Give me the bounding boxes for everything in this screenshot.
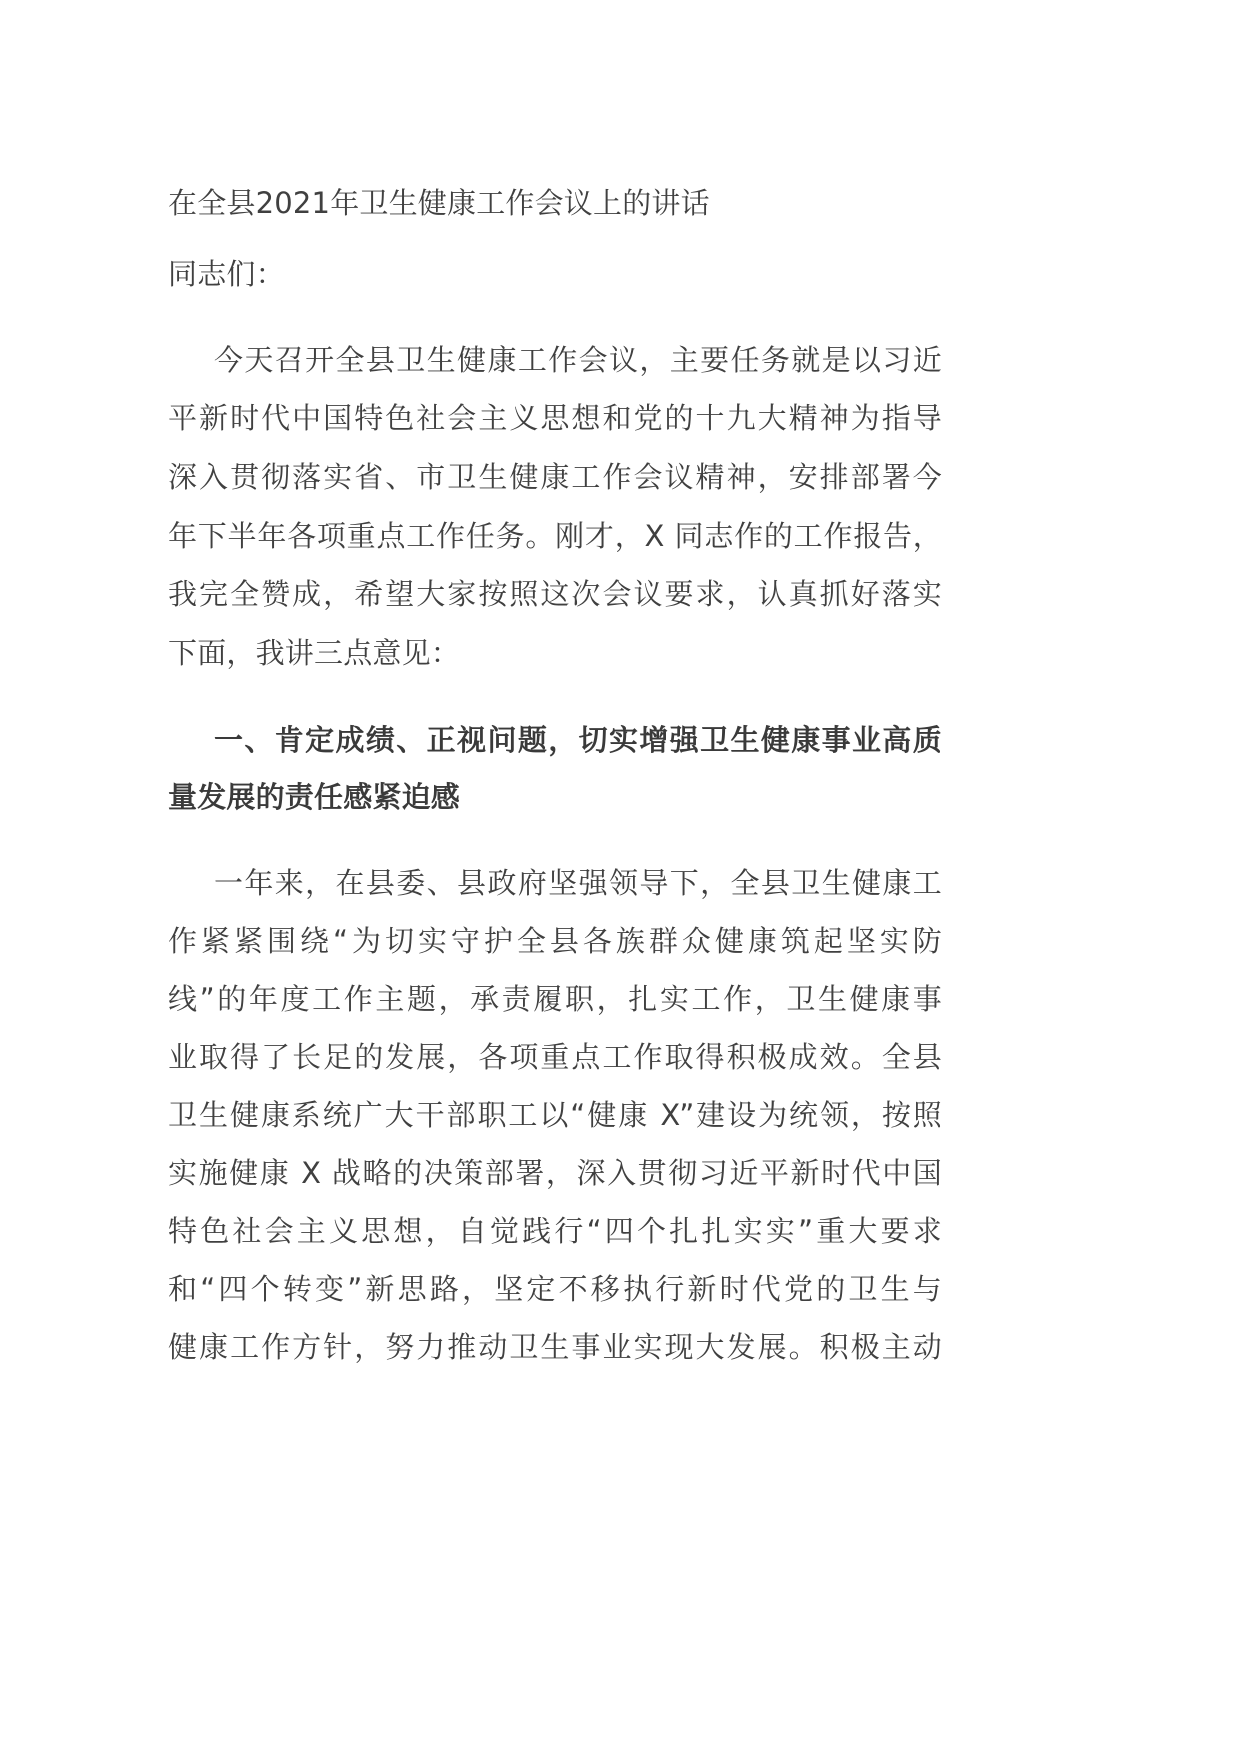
- paragraph-line: 特色社会主义思想，自觉践行“四个扎扎实实”重大要求: [168, 1214, 942, 1248]
- paragraph-line: 实施健康 X 战略的决策部署，深入贯彻习近平新时代中国: [168, 1156, 942, 1190]
- heading-line: 量发展的责任感紧迫感: [168, 780, 461, 814]
- paragraph-line: 我完全赞成，希望大家按照这次会议要求，认真抓好落实: [168, 577, 942, 611]
- paragraph-line: 健康工作方针，努力推动卫生事业实现大发展。积极主动: [168, 1330, 942, 1364]
- paragraph-line: 今天召开全县卫生健康工作会议，主要任务就是以习近: [214, 343, 942, 377]
- paragraph-line: 平新时代中国特色社会主义思想和党的十九大精神为指导: [168, 401, 942, 435]
- heading-line: 一、肯定成绩、正视问题，切实增强卫生健康事业高质: [214, 723, 942, 757]
- paragraph-line: 深入贯彻落实省、市卫生健康工作会议精神，安排部署今: [168, 460, 942, 494]
- document-title: 在全县2021年卫生健康工作会议上的讲话: [168, 186, 710, 220]
- paragraph-line: 一年来，在县委、县政府坚强领导下，全县卫生健康工: [214, 866, 942, 900]
- paragraph-line: 线”的年度工作主题，承责履职，扎实工作，卫生健康事: [168, 982, 942, 1016]
- paragraph-line: 和“四个转变”新思路，坚定不移执行新时代党的卫生与: [168, 1272, 942, 1306]
- paragraph-line: 下面，我讲三点意见：: [168, 636, 461, 670]
- greeting: 同志们：: [168, 257, 285, 291]
- paragraph-line: 年下半年各项重点工作任务。刚才，X 同志作的工作报告，: [168, 519, 942, 553]
- paragraph-line: 作紧紧围绕“为切实守护全县各族群众健康筑起坚实防: [168, 924, 942, 958]
- paragraph-line: 业取得了长足的发展，各项重点工作取得积极成效。全县: [168, 1040, 942, 1074]
- paragraph-line: 卫生健康系统广大干部职工以“健康 X”建设为统领，按照: [168, 1098, 942, 1132]
